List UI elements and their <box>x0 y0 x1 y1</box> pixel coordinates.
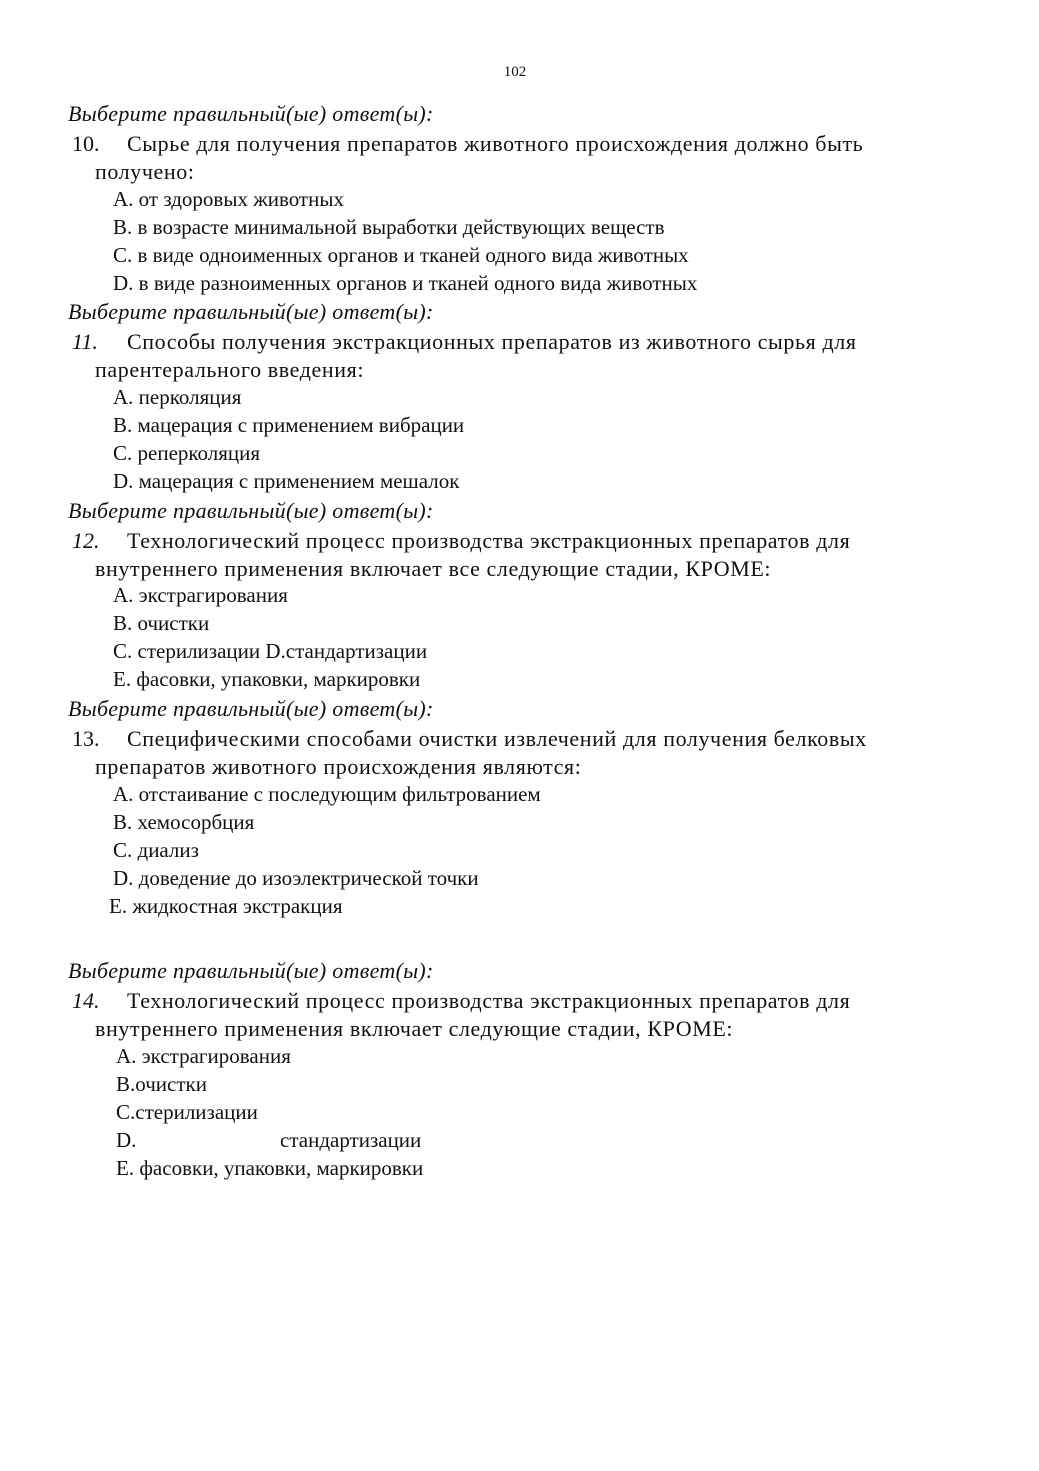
answer-option: D. мацерация с применением мешалок <box>113 469 460 493</box>
answer-option: A. перколяция <box>113 385 242 409</box>
answer-option: A. отстаивание с последующим фильтрованием <box>113 782 541 806</box>
answer-option: D. в виде разноименных органов и тканей одного вида животных <box>113 271 698 295</box>
question-text-continued: препаратов животного происхождения являются: <box>95 754 582 779</box>
answer-option: C. реперколяция <box>113 441 261 465</box>
answer-option: E. жидкостная экстракция <box>109 894 343 918</box>
answer-option: E. фасовки, упаковки, маркировки <box>116 1156 424 1180</box>
question-text-continued: внутреннего применения включает все следующие стадии, КРОМЕ: <box>95 556 772 581</box>
instruction-text: Выберите правильный(ые) ответ(ы): <box>68 299 434 324</box>
question-text: Способы получения экстракционных препаратов из животного сырья для <box>127 329 857 354</box>
question-text-continued: парентерального введения: <box>95 357 365 382</box>
answer-option: B. очистки <box>113 611 210 635</box>
answer-option: E. фасовки, упаковки, маркировки <box>113 667 421 691</box>
answer-option-letter: D. <box>116 1128 137 1152</box>
question-text: Сырье для получения препаратов животного происхождения должно быть <box>127 131 864 156</box>
page-number: 102 <box>503 64 527 80</box>
answer-option: B.очистки <box>116 1072 207 1096</box>
answer-option: B. хемосорбция <box>113 810 255 834</box>
question-number: 14. <box>72 988 100 1013</box>
answer-option: A. экстрагирования <box>113 583 288 607</box>
instruction-text: Выберите правильный(ые) ответ(ы): <box>68 696 434 721</box>
instruction-text: Выберите правильный(ые) ответ(ы): <box>68 958 434 983</box>
question-number: 11. <box>72 329 98 354</box>
answer-option: D. доведение до изоэлектрической точки <box>113 866 479 890</box>
question-number: 10. <box>72 131 100 156</box>
question-text: Специфическими способами очистки извлечений для получения белковых <box>127 726 867 751</box>
answer-option: A. экстрагирования <box>116 1044 291 1068</box>
answer-option: C. в виде одноименных органов и тканей одного вида животных <box>113 243 689 267</box>
answer-option: A. от здоровых животных <box>113 187 344 211</box>
answer-option: C.стерилизации <box>116 1100 258 1124</box>
question-text-continued: получено: <box>95 159 195 184</box>
answer-option: C. стерилизации D.стандартизации <box>113 639 428 663</box>
question-text: Технологический процесс производства экстракционных препаратов для <box>127 988 851 1013</box>
answer-option: B. в возрасте минимальной выработки действующих веществ <box>113 215 665 239</box>
answer-option-text: стандартизации <box>280 1128 422 1152</box>
question-text-continued: внутреннего применения включает следующие стадии, КРОМЕ: <box>95 1016 734 1041</box>
instruction-text: Выберите правильный(ые) ответ(ы): <box>68 101 434 126</box>
answer-option: B. мацерация с применением вибрации <box>113 413 465 437</box>
answer-option: C. диализ <box>113 838 199 862</box>
instruction-text: Выберите правильный(ые) ответ(ы): <box>68 498 434 523</box>
question-number: 12. <box>72 528 100 553</box>
question-number: 13. <box>72 726 100 751</box>
question-text: Технологический процесс производства экстракционных препаратов для <box>127 528 851 553</box>
